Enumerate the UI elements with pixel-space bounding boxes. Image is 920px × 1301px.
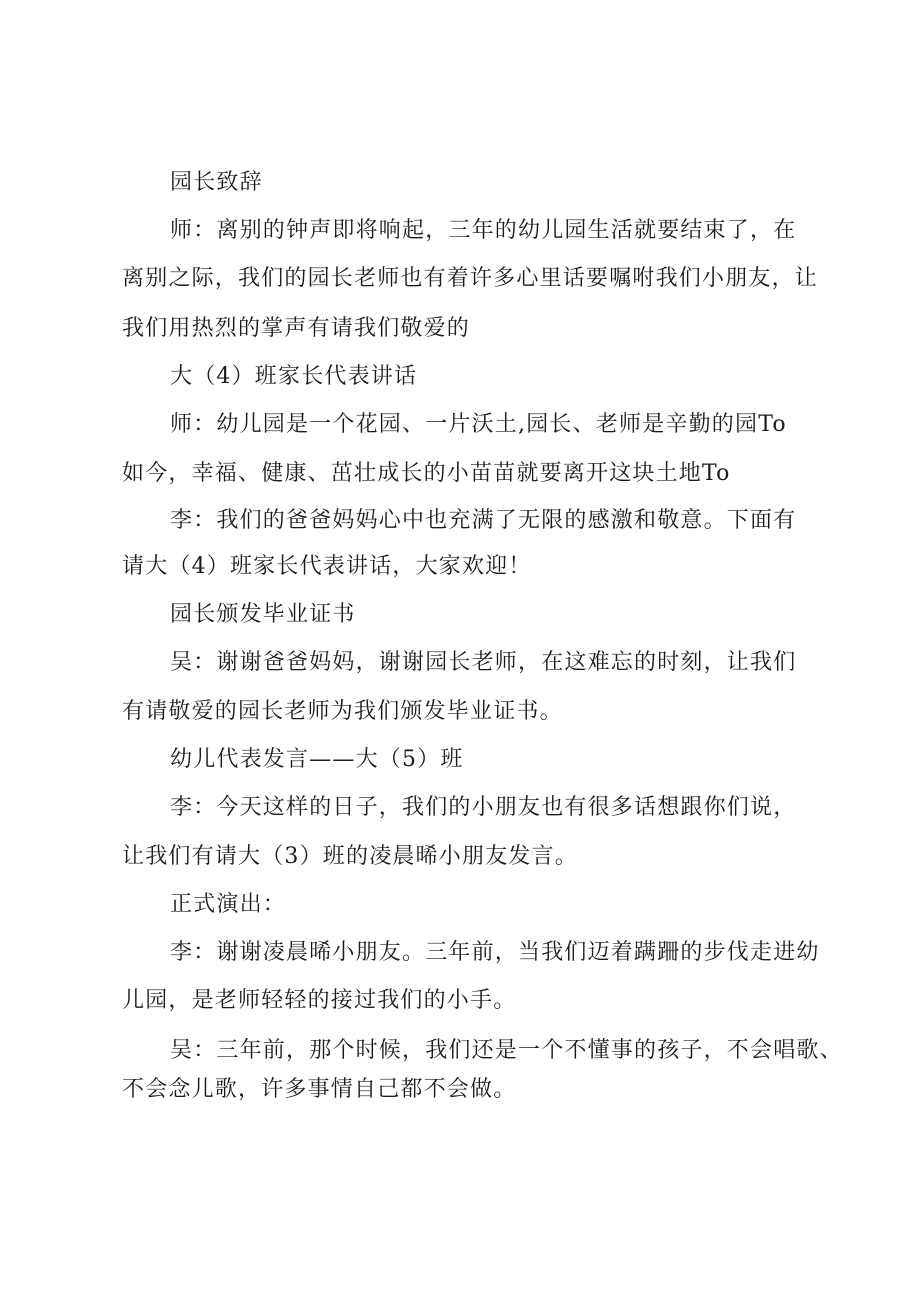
heading-principal-speech: 园长致辞 (170, 170, 263, 195)
paragraph-line: 离别之际，我们的园长老师也有着许多心里话要嘱咐我们小朋友，让 (122, 266, 819, 291)
paragraph-line: 如今，幸福、健康、茁壮成长的小苗苗就要离开这块土地To (122, 461, 731, 486)
paragraph-line: 李：今天这样的日子，我们的小朋友也有很多话想跟你们说， (170, 795, 797, 820)
paragraph-line: 李：谢谢凌晨晞小朋友。三年前，当我们迈着蹒跚的步伐走进幼 (170, 940, 820, 965)
heading-child-speech: 幼儿代表发言——大（5）班 (170, 747, 464, 772)
paragraph-line: 有请敬爱的园长老师为我们颁发毕业证书。 (122, 699, 563, 724)
heading-performance: 正式演出： (170, 892, 287, 917)
heading-parent-speech: 大（4）班家长代表讲话 (170, 364, 418, 389)
paragraph-line: 李：我们的爸爸妈妈心中也充满了无限的感激和敬意。下面有 (170, 508, 797, 533)
paragraph-line: 吴：三年前，那个时候，我们还是一个不懂事的孩子，不会唱歌、 (170, 1038, 843, 1063)
paragraph-line: 不会念儿歌，许多事情自己都不会做。 (122, 1077, 517, 1102)
paragraph-line: 让我们有请大（3）班的凌晨晞小朋友发言。 (122, 844, 578, 869)
paragraph-line: 师：幼儿园是一个花园、一片沃土,园长、老师是辛勤的园To (170, 412, 787, 437)
heading-certificate: 园长颁发毕业证书 (170, 602, 356, 627)
paragraph-line: 师：离别的钟声即将响起，三年的幼儿园生活就要结束了，在 (170, 218, 797, 243)
paragraph-line: 儿园，是老师轻轻的接过我们的小手。 (122, 988, 517, 1013)
paragraph-line: 吴：谢谢爸爸妈妈，谢谢园长老师，在这难忘的时刻，让我们 (170, 650, 797, 675)
paragraph-line: 请大（4）班家长代表讲话，大家欢迎！ (122, 554, 532, 579)
paragraph-line: 我们用热烈的掌声有请我们敬爱的 (122, 316, 471, 341)
